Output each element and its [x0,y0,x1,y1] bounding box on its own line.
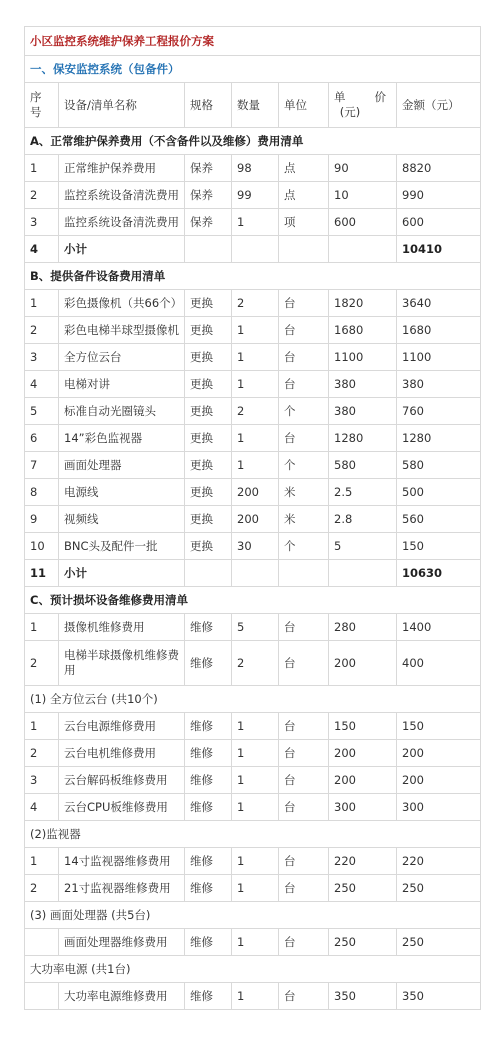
item-qty: 1 [232,713,279,740]
item-price: 2.8 [329,506,397,533]
item-price: 380 [329,398,397,425]
item-amount: 8820 [397,155,481,182]
item-qty: 1 [232,317,279,344]
table-row [25,290,481,317]
item-unit: 个 [279,452,329,479]
item-price: 220 [329,848,397,875]
item-qty: 1 [232,425,279,452]
item-amount: 580 [397,452,481,479]
row-number: 7 [25,452,59,479]
item-amount: 1680 [397,317,481,344]
row-number: 9 [25,506,59,533]
item-price: 250 [329,875,397,902]
item-qty: 98 [232,155,279,182]
item-unit: 台 [279,983,329,1010]
subtotal-row [25,560,481,587]
item-qty: 99 [232,182,279,209]
item-spec: 更换 [185,344,232,371]
table-row [25,848,481,875]
table-row [25,209,481,236]
item-qty: 1 [232,875,279,902]
row-number: 4 [25,371,59,398]
row-number: 2 [25,182,59,209]
item-name: 视频线 [59,506,185,533]
subgroup-title: (1) 全方位云台 (共10个) [25,686,481,713]
row-number: 3 [25,344,59,371]
header-row [25,83,481,128]
item-price: 580 [329,452,397,479]
item-unit: 台 [279,794,329,821]
table-row [25,317,481,344]
item-name: 电梯半球摄像机维修费用 [59,641,185,686]
item-name: 电梯对讲 [59,371,185,398]
item-qty: 1 [232,452,279,479]
subgroup-title: 大功率电源 (共1台) [25,956,481,983]
item-qty: 2 [232,290,279,317]
item-spec: 保养 [185,182,232,209]
group-b-title: B、提供备件设备费用清单 [25,263,481,290]
item-spec: 维修 [185,767,232,794]
table-row [25,641,481,686]
item-name: 全方位云台 [59,344,185,371]
item-name: 彩色摄像机（共66个） [59,290,185,317]
item-unit: 台 [279,290,329,317]
item-price: 2.5 [329,479,397,506]
item-unit: 台 [279,767,329,794]
subgroup-title-row [25,902,481,929]
item-spec: 更换 [185,398,232,425]
row-number: 4 [25,794,59,821]
item-unit: 台 [279,614,329,641]
row-number: 2 [25,740,59,767]
subgroup-title-row [25,821,481,848]
item-name: 云台电机维修费用 [59,740,185,767]
item-spec: 更换 [185,317,232,344]
item-price: 200 [329,740,397,767]
group-a-title-row [25,128,481,155]
item-amount: 560 [397,506,481,533]
item-price: 1680 [329,317,397,344]
item-unit: 点 [279,155,329,182]
item-price: 300 [329,794,397,821]
item-amount: 220 [397,848,481,875]
item-unit: 台 [279,875,329,902]
item-name: 云台解码板维修费用 [59,767,185,794]
header-price-a: 单 [334,90,346,104]
item-spec: 保养 [185,209,232,236]
table-row [25,533,481,560]
item-spec: 更换 [185,425,232,452]
table-row [25,794,481,821]
item-price: 5 [329,533,397,560]
row-number: 10 [25,533,59,560]
table-row [25,983,481,1010]
item-price: 600 [329,209,397,236]
item-spec: 维修 [185,641,232,686]
item-price: 150 [329,713,397,740]
group-a-title: A、正常维护保养费用（不含备件以及维修）费用清单 [25,128,481,155]
item-qty: 1 [232,929,279,956]
item-spec: 维修 [185,983,232,1010]
item-amount: 380 [397,371,481,398]
table-row [25,344,481,371]
item-name: BNC头及配件一批 [59,533,185,560]
item-spec: 保养 [185,155,232,182]
item-qty: 1 [232,209,279,236]
item-amount: 350 [397,983,481,1010]
item-spec: 维修 [185,713,232,740]
subgroup-title-row [25,956,481,983]
item-amount: 200 [397,740,481,767]
table-row [25,506,481,533]
table-row [25,398,481,425]
item-spec: 更换 [185,533,232,560]
item-unit: 个 [279,398,329,425]
group-c-title-row [25,587,481,614]
item-amount: 150 [397,713,481,740]
title-row [25,27,481,56]
section-title: 一、保安监控系统（包备件） [25,56,481,83]
item-unit: 米 [279,506,329,533]
item-price: 380 [329,371,397,398]
group-c-title: C、预计损坏设备维修费用清单 [25,587,481,614]
row-number: 4 [25,236,59,263]
item-price: 350 [329,983,397,1010]
item-price: 1820 [329,290,397,317]
section-row [25,56,481,83]
header-qty: 数量 [232,83,279,128]
item-spec: 维修 [185,794,232,821]
item-name: 电源线 [59,479,185,506]
subtotal-row [25,236,481,263]
item-amount: 600 [397,209,481,236]
item-amount: 250 [397,929,481,956]
table-row [25,713,481,740]
item-amount: 300 [397,794,481,821]
item-name: 云台电源维修费用 [59,713,185,740]
item-spec: 维修 [185,875,232,902]
row-number: 5 [25,398,59,425]
subgroup-title: (3) 画面处理器 (共5台) [25,902,481,929]
item-name: 标准自动光圈镜头 [59,398,185,425]
item-name: 画面处理器维修费用 [59,929,185,956]
row-number: 2 [25,641,59,686]
item-name: 14寸监视器维修费用 [59,848,185,875]
item-price: 1280 [329,425,397,452]
item-spec: 维修 [185,740,232,767]
empty-cell [232,560,279,587]
item-name: 云台CPU板维修费用 [59,794,185,821]
row-number: 3 [25,209,59,236]
row-number: 2 [25,317,59,344]
item-amount: 400 [397,641,481,686]
table-row [25,767,481,794]
subtotal-amount: 10410 [397,236,481,263]
subgroup-title-row [25,686,481,713]
header-spec: 规格 [185,83,232,128]
item-unit: 台 [279,740,329,767]
item-amount: 150 [397,533,481,560]
table-row [25,155,481,182]
row-number: 1 [25,614,59,641]
item-amount: 500 [397,479,481,506]
item-name: 彩色电梯半球型摄像机 [59,317,185,344]
row-number: 11 [25,560,59,587]
item-name: 监控系统设备清洗费用 [59,209,185,236]
item-qty: 2 [232,398,279,425]
empty-cell [329,560,397,587]
subgroup-title: (2)监视器 [25,821,481,848]
item-spec: 更换 [185,371,232,398]
item-spec: 更换 [185,506,232,533]
row-number: 1 [25,848,59,875]
item-qty: 200 [232,506,279,533]
item-unit: 点 [279,182,329,209]
empty-cell [329,236,397,263]
header-unit: 单位 [279,83,329,128]
quote-table [24,26,481,1010]
item-qty: 30 [232,533,279,560]
item-unit: 台 [279,317,329,344]
item-spec: 更换 [185,290,232,317]
item-amount: 250 [397,875,481,902]
item-name: 摄像机维修费用 [59,614,185,641]
item-price: 200 [329,767,397,794]
item-amount: 200 [397,767,481,794]
row-number [25,983,59,1010]
item-qty: 2 [232,641,279,686]
header-price [329,83,397,128]
table-row [25,875,481,902]
empty-cell [279,560,329,587]
row-number: 1 [25,290,59,317]
item-price: 200 [329,641,397,686]
item-qty: 1 [232,371,279,398]
item-name: 大功率电源维修费用 [59,983,185,1010]
item-unit: 台 [279,371,329,398]
header-no [25,83,59,128]
item-spec: 更换 [185,452,232,479]
item-price: 90 [329,155,397,182]
row-number: 3 [25,767,59,794]
item-unit: 台 [279,929,329,956]
item-amount: 760 [397,398,481,425]
group-b-title-row [25,263,481,290]
item-qty: 5 [232,614,279,641]
item-spec: 更换 [185,479,232,506]
subtotal-label: 小计 [59,560,185,587]
item-amount: 1100 [397,344,481,371]
header-price-c: (元) [339,105,361,119]
item-qty: 1 [232,740,279,767]
item-price: 1100 [329,344,397,371]
header-no-line1: 序 [30,90,42,104]
item-qty: 200 [232,479,279,506]
document-title: 小区监控系统维护保养工程报价方案 [25,27,481,56]
table-row [25,929,481,956]
empty-cell [232,236,279,263]
item-price: 280 [329,614,397,641]
item-qty: 1 [232,344,279,371]
row-number: 2 [25,875,59,902]
item-unit: 项 [279,209,329,236]
table-row [25,452,481,479]
row-number: 6 [25,425,59,452]
item-unit: 台 [279,713,329,740]
empty-cell [185,560,232,587]
item-amount: 1400 [397,614,481,641]
subtotal-label: 小计 [59,236,185,263]
item-price: 10 [329,182,397,209]
header-price-b: 价 [374,90,386,104]
empty-cell [279,236,329,263]
item-unit: 台 [279,425,329,452]
row-number: 8 [25,479,59,506]
item-name: 21寸监视器维修费用 [59,875,185,902]
table-row [25,371,481,398]
item-unit: 台 [279,344,329,371]
empty-cell [185,236,232,263]
item-name: 14”彩色监视器 [59,425,185,452]
subtotal-amount: 10630 [397,560,481,587]
item-qty: 1 [232,767,279,794]
item-qty: 1 [232,848,279,875]
row-number [25,929,59,956]
row-number: 1 [25,713,59,740]
item-price: 250 [329,929,397,956]
item-amount: 1280 [397,425,481,452]
table-row [25,425,481,452]
item-unit: 米 [279,479,329,506]
item-amount: 3640 [397,290,481,317]
table-row [25,614,481,641]
table-row [25,479,481,506]
item-qty: 1 [232,983,279,1010]
item-unit: 台 [279,641,329,686]
row-number: 1 [25,155,59,182]
item-unit: 台 [279,848,329,875]
header-amount: 金额（元） [397,83,481,128]
item-unit: 个 [279,533,329,560]
header-no-line2: 号 [30,105,42,119]
item-spec: 维修 [185,848,232,875]
table-row [25,740,481,767]
item-qty: 1 [232,794,279,821]
header-name: 设备/清单名称 [59,83,185,128]
item-spec: 维修 [185,614,232,641]
item-name: 监控系统设备清洗费用 [59,182,185,209]
table-row [25,182,481,209]
item-spec: 维修 [185,929,232,956]
item-amount: 990 [397,182,481,209]
item-name: 正常维护保养费用 [59,155,185,182]
item-name: 画面处理器 [59,452,185,479]
